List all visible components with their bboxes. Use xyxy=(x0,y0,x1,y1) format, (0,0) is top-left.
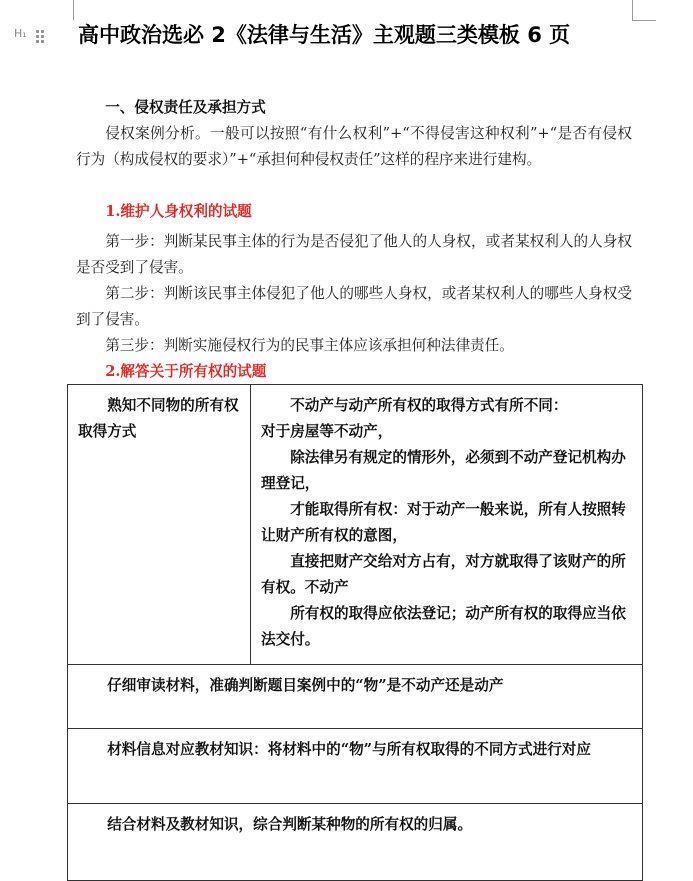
table-cell-line: 不动产与动产所有权的取得方式有所不同： xyxy=(290,397,568,414)
table-cell-right xyxy=(251,385,643,665)
ownership-method-table xyxy=(67,384,643,881)
table-row xyxy=(68,729,643,804)
subheading-ownership: 2.解答关于所有权的试题 xyxy=(105,363,267,380)
crop-mark-left xyxy=(73,0,74,20)
step-two-paragraph: 第二步：判断该民事主体侵犯了他人的哪些人身权，或者某权利人的哪些人身权受到了侵害。 xyxy=(76,285,632,328)
table-cell-text: 材料信息对应教材知识：将材料中的“物”与所有权取得的不同方式进行对应 xyxy=(107,741,591,758)
step-one-paragraph: 第一步：判断某民事主体的行为是否侵犯了他人的人身权，或者某权利人的人身权是否受到了侵害。 xyxy=(76,233,632,276)
table-row xyxy=(68,804,643,881)
document-title: 高中政治选必 2《法律与生活》主观题三类模板 6 页 xyxy=(78,23,571,47)
table-row xyxy=(68,385,643,665)
table-cell-line: 所有权的取得应依法登记；动产所有权的取得应当依法交付。 xyxy=(261,605,626,648)
heading-level-marker[interactable]: H₁ xyxy=(14,27,27,40)
section-intro-paragraph: 侵权案例分析。一般可以按照“有什么权利”+“不得侵害这种权利”+“是否有侵权行为（构成侵权的要求）”+“承担何种侵权责任”这样的程序来进行建构。 xyxy=(76,125,632,168)
subheading-personal-rights: 1.维护人身权利的试题 xyxy=(105,203,252,220)
table-cell-full xyxy=(68,804,643,881)
table-cell-full xyxy=(68,729,643,804)
table-cell-line: 才能取得所有权：对于动产一般来说，所有人按照转让财产所有权的意图， xyxy=(261,501,626,544)
crop-mark-right-horizontal xyxy=(632,20,656,21)
table-cell-text: 结合材料及教材知识，综合判断某种物的所有权的归属。 xyxy=(107,816,473,833)
table-cell-line: 除法律另有规定的情形外，必须到不动产登记机构办理登记， xyxy=(261,449,626,492)
table-cell-line: 直接把财产交给对方占有，对方就取得了该财产的所有权。不动产 xyxy=(261,553,626,596)
table-cell-full xyxy=(68,665,643,729)
table-row xyxy=(68,665,643,729)
table-cell-left: 熟知不同物的所有权取得方式 xyxy=(68,385,251,665)
step-three-paragraph: 第三步：判断实施侵权行为的民事主体应该承担何种法律责任。 xyxy=(105,337,514,354)
crop-mark-right xyxy=(632,0,633,20)
section-heading: 一、侵权责任及承担方式 xyxy=(105,99,266,116)
table-cell-line: 对于房屋等不动产， xyxy=(261,423,393,440)
table-cell-text: 仔细审读材料，准确判断题目案例中的“物”是不动产还是动产 xyxy=(107,677,504,694)
drag-handle-icon[interactable] xyxy=(36,30,44,44)
